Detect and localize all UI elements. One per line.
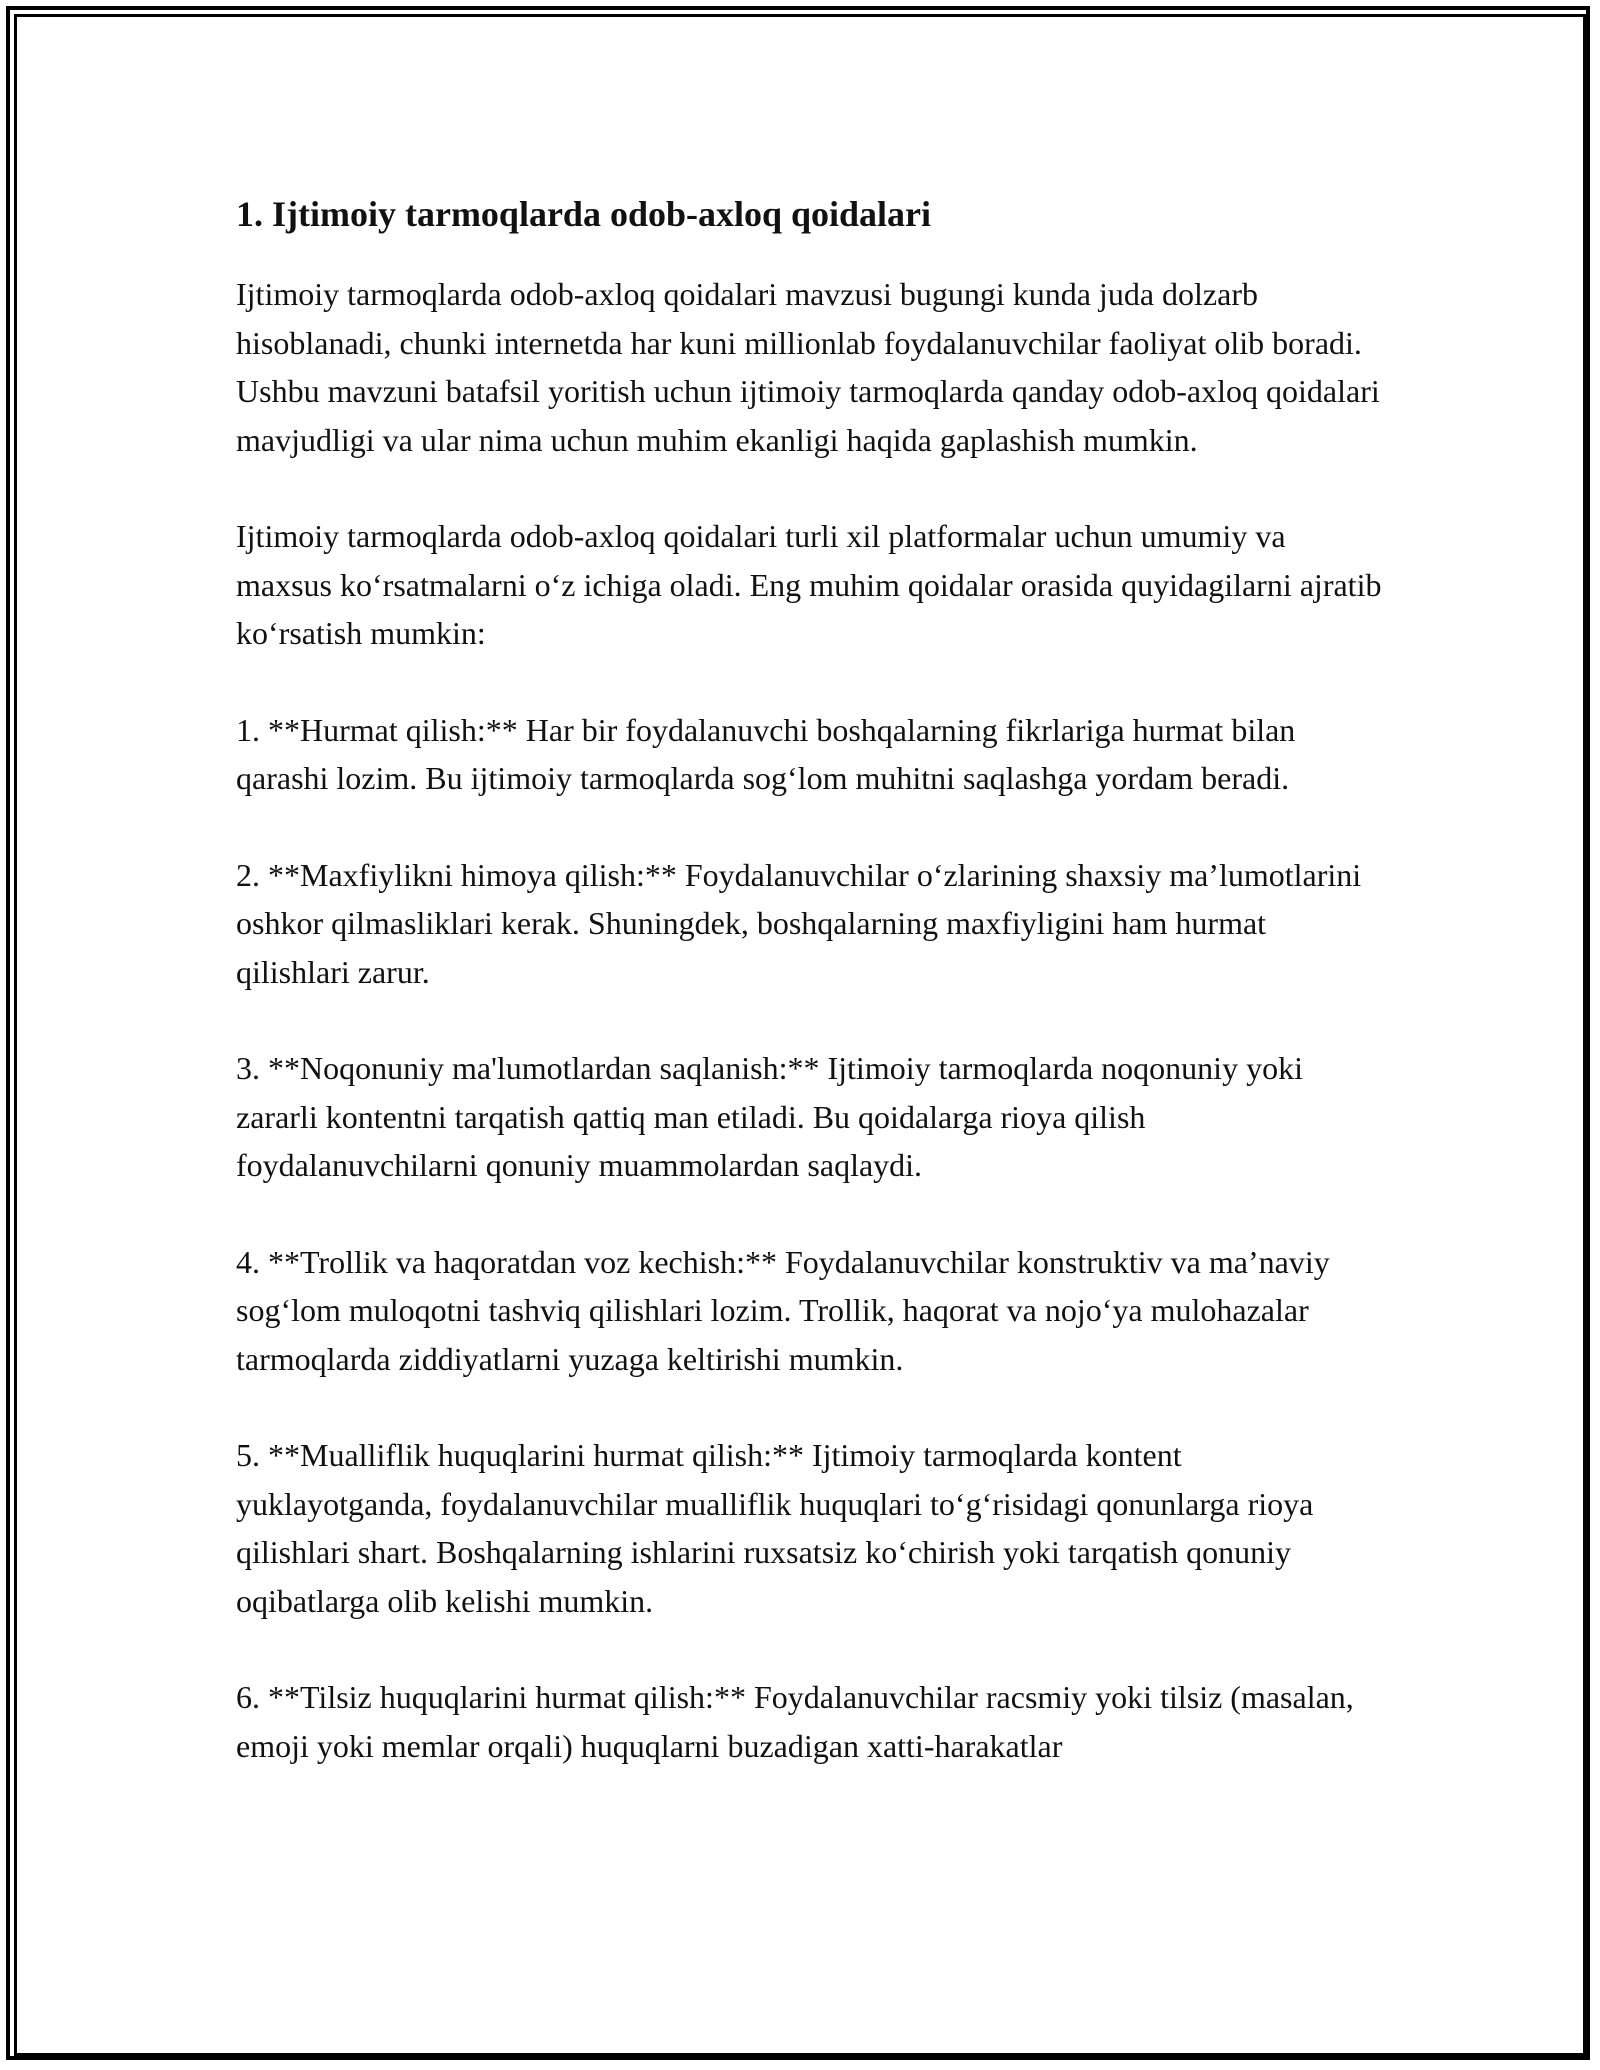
rule-1-paragraph: 1. **Hurmat qilish:** Har bir foydalanuvchi boshqalarning fikrlariga hurmat bilan qarashi lozim. Bu ijtimoiy tarmoqlarda sogʻlom muhitni saqlashga yordam beradi. bbox=[236, 711, 1296, 796]
rule-6-paragraph: 6. **Tilsiz huquqlarini hurmat qilish:** Foydalanuvchilar racsmiy yoki tilsiz (masalan, emoji yoki memlar orqali) huquqlarni buzadigan xatti-harakatlar bbox=[236, 1679, 1354, 1764]
rule-4-paragraph: 4. **Trollik va haqoratdan voz kechish:** Foydalanuvchilar konstruktiv va ma’naviy sogʻlom muloqotni tashviq qilishlari lozim. Trollik, haqorat va nojoʻya mulohazalar tarmoqlarda ziddiyatlarni yuzaga keltirishi mumkin. bbox=[236, 1243, 1330, 1377]
rule-3-paragraph: 3. **Noqonuniy ma'lumotlardan saqlanish:** Ijtimoiy tarmoqlarda noqonuniy yoki zararli kontentni tarqatish qattiq man etiladi. Bu qoidalarga rioya qilish foydalanuvchilarni qonuniy muammolardan saqlaydi. bbox=[236, 1050, 1303, 1183]
intro-paragraph: Ijtimoiy tarmoqlarda odob-axloq qoidalari mavzusi bugungi kunda juda dolzarb hisoblanadi, chunki internetda har kuni millionlab foydalanuvchilar faoliyat olib boradi. Ushbu mavzuni batafsil yoritish uchun ijtimoiy tarmoqlarda qanday odob-axloq qoidalari mavjudligi va ular nima uchun muhim ekanligi haqida gaplashish mumkin. bbox=[236, 276, 1380, 458]
rules-intro-paragraph: Ijtimoiy tarmoqlarda odob-axloq qoidalari turli xil platformalar uchun umumiy va maxsus koʻrsatmalarni oʻz ichiga oladi. Eng muhim qoidalar orasida quyidagilarni ajratib koʻrsatish mumkin: bbox=[236, 518, 1382, 651]
section-heading: 1. Ijtimoiy tarmoqlarda odob-axloq qoidalari bbox=[236, 194, 932, 234]
rule-5-paragraph: 5. **Mualliflik huquqlarini hurmat qilish:** Ijtimoiy tarmoqlarda kontent yuklayotganda, foydalanuvchilar mualliflik huquqlari toʻgʻrisidagi qonunlarga rioya qilishlari shart. Boshqalarning ishlarini ruxsatsiz koʻchirish yoki tarqatish qonuniy oqibatlarga olib kelishi mumkin. bbox=[236, 1437, 1314, 1619]
document-body bbox=[236, 186, 1386, 1818]
rule-2-paragraph: 2. **Maxfiylikni himoya qilish:** Foydalanuvchilar oʻzlarining shaxsiy ma’lumotlarini oshkor qilmasliklari kerak. Shuningdek, boshqalarning maxfiyligini ham hurmat qilishlari zarur. bbox=[236, 856, 1362, 990]
